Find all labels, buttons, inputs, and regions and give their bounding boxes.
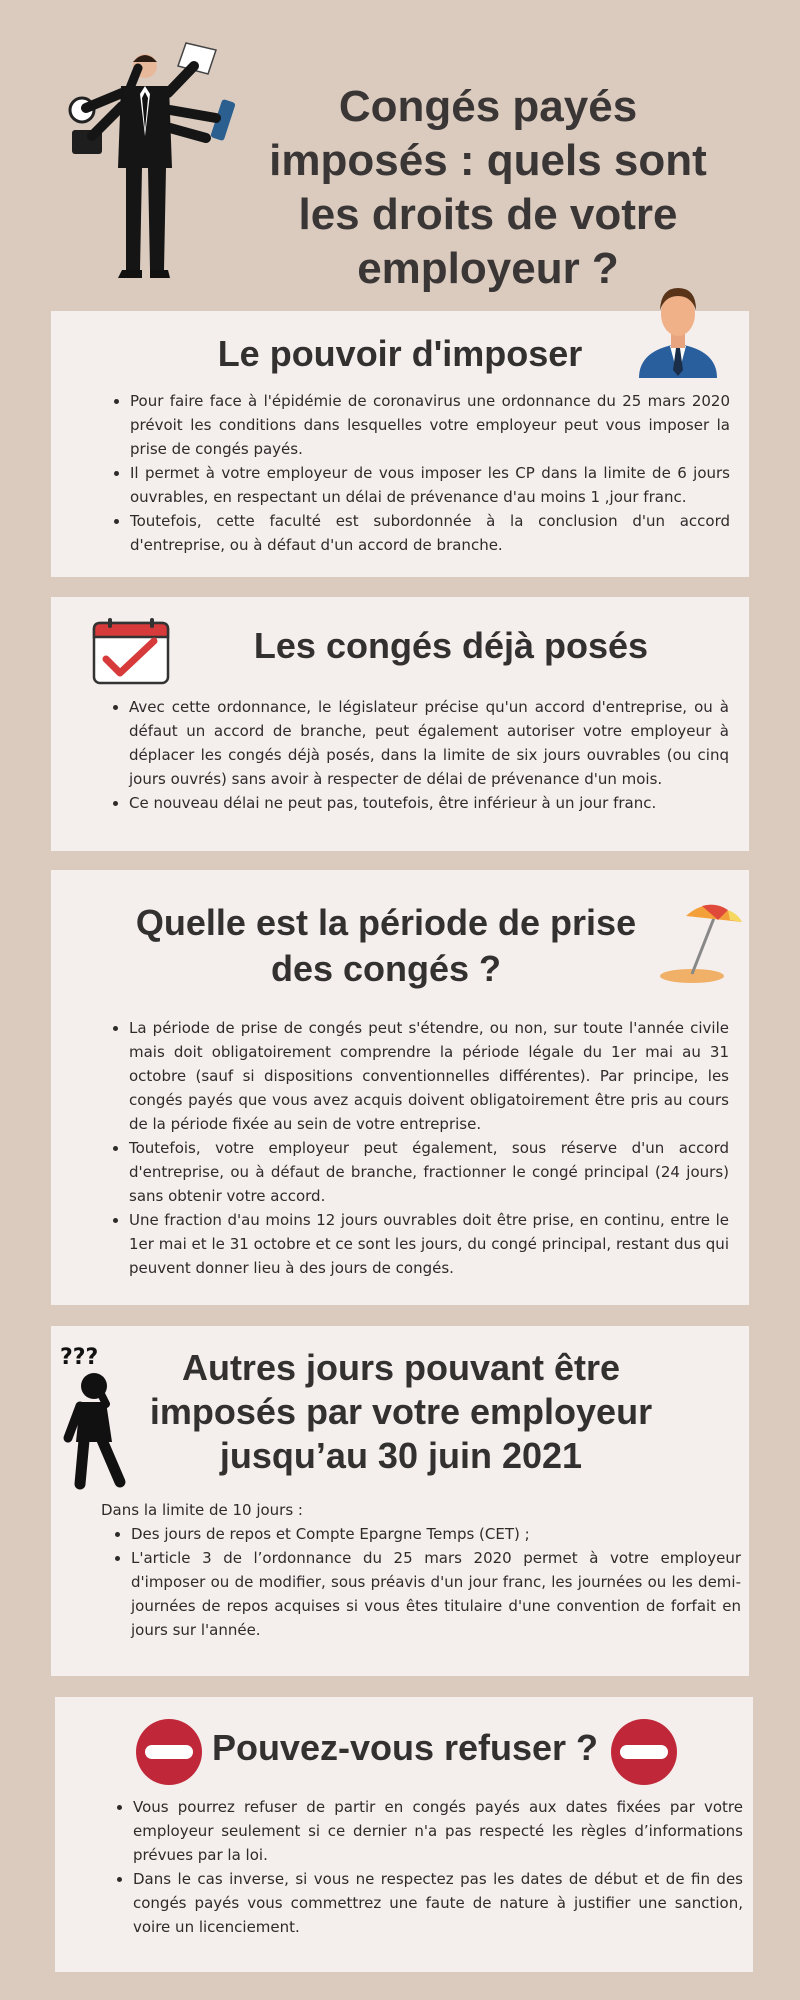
list-item: • Ce nouveau délai ne peut pas, toutefois, être inférieur à un jour franc. xyxy=(129,791,729,815)
list-item: • Toutefois, cette faculté est subordonnée à la conclusion d'un accord d'entreprise, ou à défaut d'un accord de branche. xyxy=(130,509,730,557)
list-item: • Avec cette ordonnance, le législateur précise qu'un accord d'entreprise, ou à défaut un accord de branche, peut également autoriser votre employeur à déplacer les congés déjà posés, dans la limite de six jours ouvrables (ou cinq jours ouvrés) sans avoir à respecter de délai de prévenance d'un mois. xyxy=(129,695,729,791)
section-heading: Les congés déjà posés xyxy=(253,625,649,666)
beach-umbrella-icon xyxy=(656,896,746,986)
list-item: • Des jours de repos et Compte Epargne Temps (CET) ; xyxy=(131,1522,741,1546)
list-item: • Il permet à votre employeur de vous imposer les CP dans la limite de 6 jours ouvrables, en respectant un délai de prévenance d'au moins 1 ,jour franc. xyxy=(130,461,730,509)
no-entry-icon xyxy=(135,1718,203,1786)
section-heading: Quelle est la période de prise des congés ? xyxy=(135,902,637,989)
confused-person-icon xyxy=(58,1340,132,1490)
section-heading: Le pouvoir d'imposer xyxy=(217,333,583,374)
section-list xyxy=(105,1522,741,1642)
list-item: • Une fraction d'au moins 12 jours ouvrables doit être prise, en continu, entre le 1er mai et le 31 octobre et ce sont les jours, du congé principal, restant dus qui peuvent donner lieu à des jours de congés. xyxy=(129,1208,729,1280)
list-item: • Dans le cas inverse, si vous ne respectez pas les dates de début et de fin des congés payés vous commettrez une faute de nature à justifier une sanction, voire un licenciement. xyxy=(133,1867,743,1939)
section-heading: Autres jours pouvant être imposés par votre employeur jusqu’au 30 juin 2021 xyxy=(149,1347,653,1476)
list-item: • Pour faire face à l'épidémie de coronavirus une ordonnance du 25 mars 2020 prévoit les conditions dans lesquelles votre employeur peut vous imposer la prise de congés payés. xyxy=(130,389,730,461)
no-entry-icon xyxy=(610,1718,678,1786)
businessman-avatar-icon xyxy=(635,280,721,380)
section-list xyxy=(103,1016,729,1280)
section-list xyxy=(104,389,730,557)
list-item: • Vous pourrez refuser de partir en congés payés aux dates fixées par votre employeur seulement si ce dernier n'a pas respecté les règles d’informations prévues par la loi. xyxy=(133,1795,743,1867)
businessman-multitasking-icon xyxy=(66,38,246,284)
list-item: • Toutefois, votre employeur peut également, sous réserve d'un accord d'entreprise, ou à défaut de branche, fractionner le congé principal (24 jours) sans obtenir votre accord. xyxy=(129,1136,729,1208)
svg-text:???: ??? xyxy=(60,1345,99,1370)
section-card-4 xyxy=(51,1326,749,1676)
list-item: • La période de prise de congés peut s'étendre, ou non, sur toute l'année civile mais doit obligatoirement comprendre la période légale du 1er mai au 31 octobre (sauf si dispositions conventionnelles différentes). Par principe, les congés payés que vous avez acquis doivent obligatoirement être pris au cours de la période fixée au sein de votre entreprise. xyxy=(129,1016,729,1136)
section-card-3 xyxy=(51,870,749,1305)
list-item: • L'article 3 de l’ordonnance du 25 mars 2020 permet à votre employeur d'imposer ou de modifier, sous préavis d'un jour franc, les journées ou les demi-journées de repos acquises si vous êtes titulaire d'une convention de forfait en jours sur l'année. xyxy=(131,1546,741,1642)
section-list xyxy=(107,1795,743,1939)
section-list xyxy=(103,695,729,815)
page-title: Congés payés imposés : quels sont les droits de votre employeur ? xyxy=(269,82,707,293)
section-intro: Dans la limite de 10 jours : xyxy=(101,1501,303,1519)
section-heading: Pouvez-vous refuser ? xyxy=(211,1727,599,1768)
calendar-check-icon xyxy=(92,617,170,685)
